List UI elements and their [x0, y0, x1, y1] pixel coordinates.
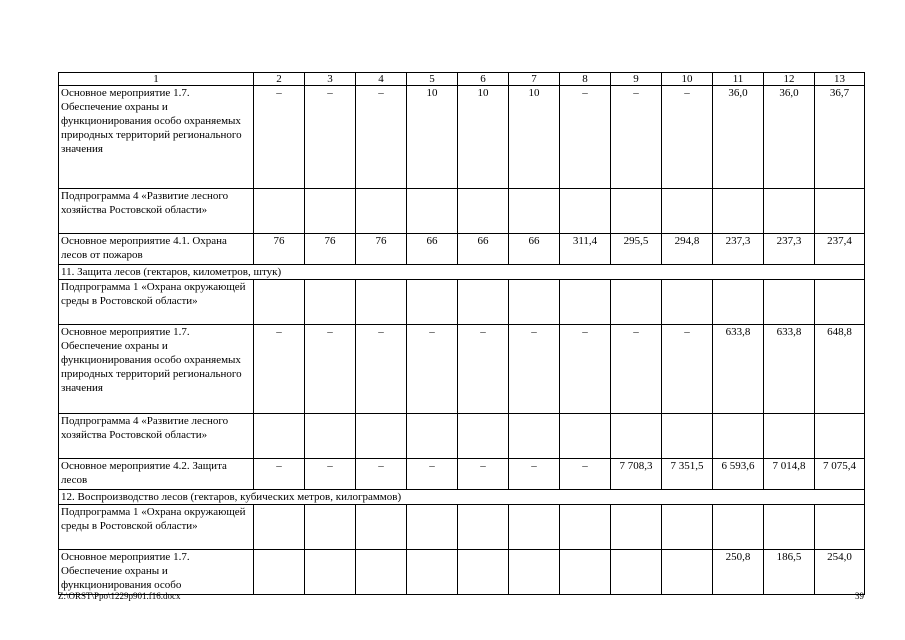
column-header: 9 [611, 73, 662, 86]
value-cell: 186,5 [764, 550, 815, 595]
indicator-table [58, 72, 865, 595]
table-row [59, 550, 865, 595]
value-cell: – [254, 86, 305, 189]
value-cell [764, 189, 815, 234]
value-cell [560, 550, 611, 595]
value-cell: – [509, 325, 560, 414]
value-cell: – [560, 459, 611, 490]
value-cell: – [305, 459, 356, 490]
value-cell: 295,5 [611, 234, 662, 265]
column-header: 6 [458, 73, 509, 86]
value-cell [407, 505, 458, 550]
value-cell [611, 280, 662, 325]
value-cell: 7 014,8 [764, 459, 815, 490]
value-cell [611, 505, 662, 550]
column-header: 8 [560, 73, 611, 86]
value-cell [764, 280, 815, 325]
value-cell: 7 075,4 [815, 459, 865, 490]
value-cell: 237,3 [764, 234, 815, 265]
value-cell [356, 505, 407, 550]
value-cell [509, 280, 560, 325]
value-cell [254, 189, 305, 234]
value-cell: – [458, 325, 509, 414]
value-cell: 66 [458, 234, 509, 265]
value-cell [407, 550, 458, 595]
value-cell [662, 414, 713, 459]
value-cell: 10 [458, 86, 509, 189]
value-cell [815, 189, 865, 234]
value-cell [815, 414, 865, 459]
row-label-cell: Основное мероприятие 4.1. Охрана лесов от пожаров [59, 234, 254, 265]
value-cell [713, 280, 764, 325]
column-header: 1 [59, 73, 254, 86]
value-cell: 311,4 [560, 234, 611, 265]
value-cell: – [458, 459, 509, 490]
value-cell [305, 414, 356, 459]
value-cell [713, 414, 764, 459]
value-cell [764, 414, 815, 459]
value-cell: – [305, 86, 356, 189]
section-heading: 12. Воспроизводство лесов (гектаров, кубических метров, килограммов) [59, 490, 865, 505]
value-cell [509, 414, 560, 459]
value-cell: – [662, 86, 713, 189]
value-cell [815, 280, 865, 325]
column-header: 5 [407, 73, 458, 86]
value-cell: – [407, 325, 458, 414]
value-cell [305, 280, 356, 325]
table-row [59, 325, 865, 414]
value-cell [458, 550, 509, 595]
table-row [59, 414, 865, 459]
column-header: 7 [509, 73, 560, 86]
value-cell: 36,0 [764, 86, 815, 189]
value-cell [560, 189, 611, 234]
value-cell: – [662, 325, 713, 414]
value-cell: 76 [254, 234, 305, 265]
value-cell [407, 414, 458, 459]
value-cell [305, 505, 356, 550]
value-cell [662, 550, 713, 595]
section-heading-row [59, 490, 865, 505]
value-cell [254, 505, 305, 550]
row-label-cell: Основное мероприятие 1.7. Обеспечение охраны и функционирования особо [59, 550, 254, 595]
file-path: Z:\ORST\Ppo\1229p901.f16.docx [58, 591, 181, 601]
value-cell [611, 414, 662, 459]
row-label-cell: Подпрограмма 1 «Охрана окружающей среды в Ростовской области» [59, 280, 254, 325]
row-label-cell: Подпрограмма 4 «Развитие лесного хозяйства Ростовской области» [59, 189, 254, 234]
table-row [59, 505, 865, 550]
value-cell [560, 505, 611, 550]
value-cell [458, 280, 509, 325]
value-cell [305, 550, 356, 595]
value-cell: – [356, 325, 407, 414]
column-header: 13 [815, 73, 865, 86]
table-body [59, 73, 865, 595]
value-cell: – [611, 325, 662, 414]
value-cell: 237,4 [815, 234, 865, 265]
table-row [59, 459, 865, 490]
value-cell [509, 550, 560, 595]
value-cell: 36,7 [815, 86, 865, 189]
value-cell: – [356, 459, 407, 490]
value-cell [611, 189, 662, 234]
value-cell: 7 351,5 [662, 459, 713, 490]
section-heading-row [59, 265, 865, 280]
value-cell [356, 414, 407, 459]
value-cell [458, 189, 509, 234]
value-cell: 250,8 [713, 550, 764, 595]
value-cell: 76 [356, 234, 407, 265]
value-cell: 36,0 [713, 86, 764, 189]
value-cell [254, 280, 305, 325]
value-cell: 66 [509, 234, 560, 265]
value-cell [458, 505, 509, 550]
table-row [59, 280, 865, 325]
page-number: 39 [855, 591, 864, 601]
value-cell [254, 414, 305, 459]
value-cell: 237,3 [713, 234, 764, 265]
value-cell: – [611, 86, 662, 189]
row-label-cell: Подпрограмма 4 «Развитие лесного хозяйства Ростовской области» [59, 414, 254, 459]
value-cell [713, 189, 764, 234]
column-header: 2 [254, 73, 305, 86]
value-cell [560, 414, 611, 459]
value-cell: 6 593,6 [713, 459, 764, 490]
value-cell [662, 280, 713, 325]
value-cell: – [560, 86, 611, 189]
table-row [59, 234, 865, 265]
value-cell [662, 189, 713, 234]
column-header: 10 [662, 73, 713, 86]
value-cell: – [560, 325, 611, 414]
value-cell [407, 189, 458, 234]
value-cell: 648,8 [815, 325, 865, 414]
value-cell [560, 280, 611, 325]
value-cell [815, 505, 865, 550]
value-cell: 633,8 [713, 325, 764, 414]
value-cell [356, 280, 407, 325]
column-header: 4 [356, 73, 407, 86]
value-cell [356, 189, 407, 234]
value-cell: 633,8 [764, 325, 815, 414]
value-cell: – [254, 459, 305, 490]
value-cell [509, 189, 560, 234]
value-cell [611, 550, 662, 595]
value-cell: – [356, 86, 407, 189]
row-label-cell: Основное мероприятие 1.7. Обеспечение охраны и функционирования особо охраняемых природных территорий регионального значения [59, 86, 254, 189]
value-cell [254, 550, 305, 595]
value-cell [356, 550, 407, 595]
table-row [59, 86, 865, 189]
value-cell: – [509, 459, 560, 490]
value-cell: 294,8 [662, 234, 713, 265]
column-header: 11 [713, 73, 764, 86]
value-cell [407, 280, 458, 325]
value-cell: 254,0 [815, 550, 865, 595]
value-cell: 10 [407, 86, 458, 189]
row-label-cell: Основное мероприятие 4.2. Защита лесов [59, 459, 254, 490]
row-label-cell: Подпрограмма 1 «Охрана окружающей среды в Ростовской области» [59, 505, 254, 550]
value-cell: 76 [305, 234, 356, 265]
value-cell [305, 189, 356, 234]
value-cell: – [254, 325, 305, 414]
value-cell: 10 [509, 86, 560, 189]
value-cell [509, 505, 560, 550]
column-header: 12 [764, 73, 815, 86]
value-cell: 7 708,3 [611, 459, 662, 490]
value-cell: – [407, 459, 458, 490]
value-cell: – [305, 325, 356, 414]
column-header: 3 [305, 73, 356, 86]
section-heading: 11. Защита лесов (гектаров, километров, штук) [59, 265, 865, 280]
table-header-row [59, 73, 865, 86]
value-cell [713, 505, 764, 550]
value-cell [662, 505, 713, 550]
value-cell [764, 505, 815, 550]
value-cell [458, 414, 509, 459]
table-row [59, 189, 865, 234]
row-label-cell: Основное мероприятие 1.7. Обеспечение охраны и функционирования особо охраняемых природных территорий регионального значения [59, 325, 254, 414]
value-cell: 66 [407, 234, 458, 265]
